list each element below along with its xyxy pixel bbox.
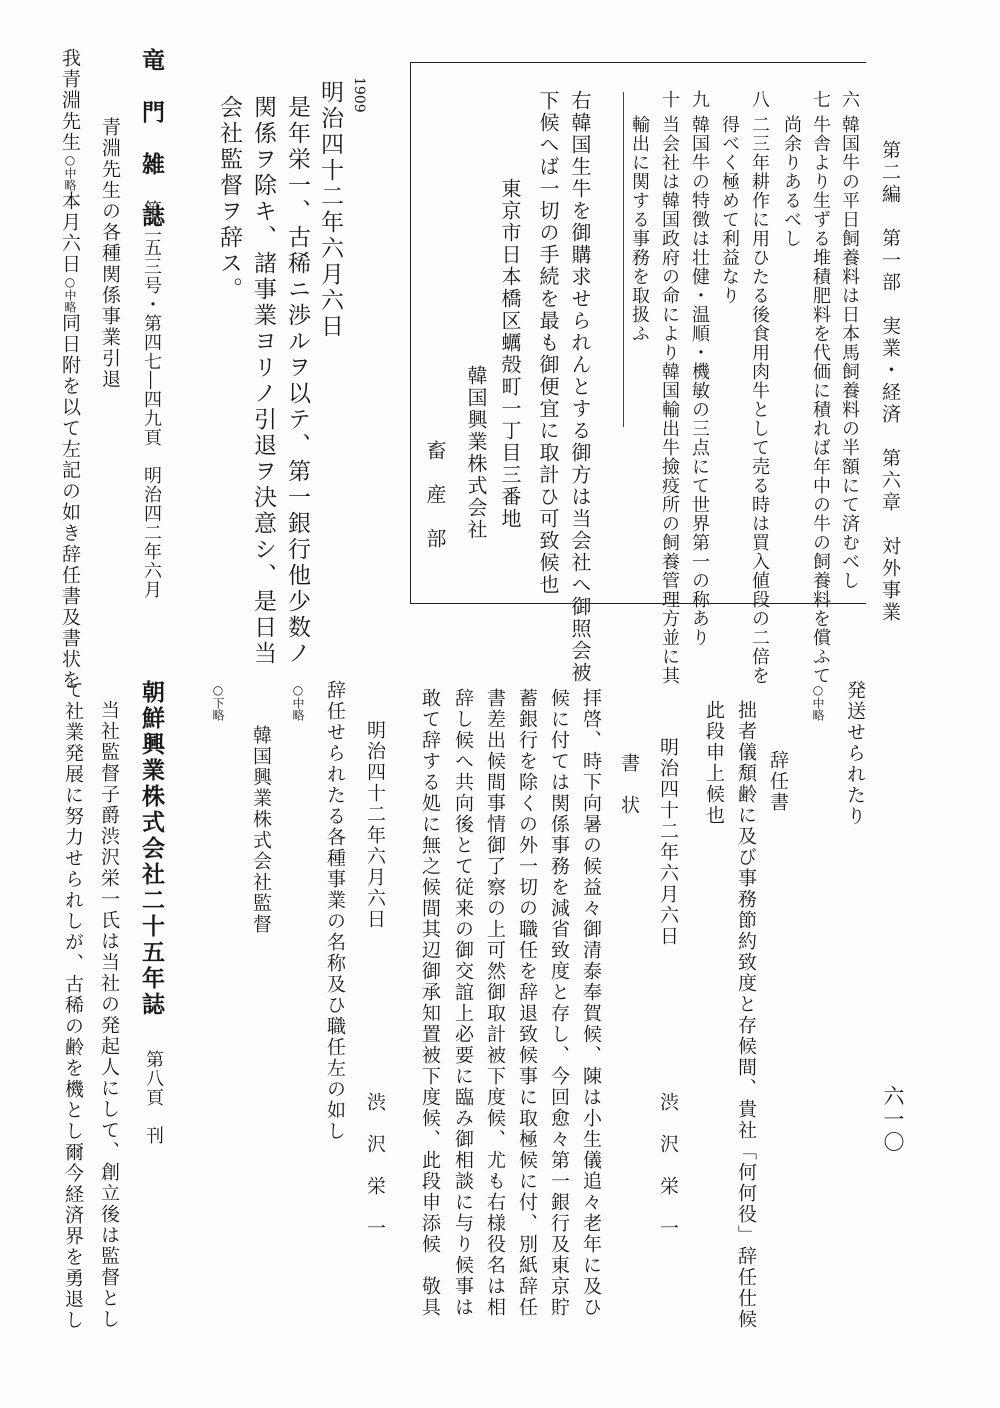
letter-date: 明治四十二年六月六日	[364, 720, 386, 930]
notice-text: 下候へば一切の手続を最も御便宜に取計ひ可致候也	[536, 90, 560, 596]
source-title: 朝鮮興業株式会社二十五年誌	[138, 680, 165, 1018]
item-number: 九	[689, 90, 710, 109]
list-item: 輸出に関する事務を取扱ふ	[629, 115, 650, 343]
letter-date: 明治四十二年六月六日	[657, 737, 679, 947]
year-note: 1909	[351, 77, 367, 113]
list-item: 二三年耕作に用ひたる後食用肉牛として売る時は買入値段の二倍を	[749, 115, 770, 685]
list-item: 尚余りあるべし	[781, 115, 802, 248]
date-heading: 明治四十二年六月六日	[317, 80, 343, 340]
list-item: 得べく極めて利益なり	[719, 115, 740, 305]
article-title: 青淵先生の各種関係事業引退	[99, 117, 121, 390]
letter-line: 辞し候へ共向後とて従来の御交誼上必要に臨み御相談に与り候事は	[452, 688, 474, 1318]
box-divider	[623, 92, 624, 427]
resignation-body: 拙者儀頽齢に及び事務節約致度と存候間、貴社「何何役」辞任仕候	[735, 700, 757, 1330]
addressee: 韓国興業株式会社監督	[250, 725, 272, 935]
resignation-close: 此段申上候也	[703, 700, 725, 826]
item-number: 六	[839, 90, 860, 109]
list-item: 韓国牛の特徴は壮健・温順・機敏の三点にて世界第一の称あり	[689, 115, 710, 647]
letter-line: 書差出候間事情御了察の上可然御取計被下度候、尤も右様役名は相	[484, 688, 506, 1318]
list-item: 韓国牛の平日飼養料は日本馬飼養料の半額にて済むべし	[839, 115, 860, 590]
resignation-title: 辞任書	[767, 750, 789, 813]
letter-title: 書 状	[618, 753, 640, 816]
body-text: 我青淵先生○中略本月六日○中略同日附を以て左記の如き辞任書及書状を	[59, 48, 81, 691]
signature: 渋 沢 栄 一	[657, 1092, 679, 1239]
company-name: 韓国興業株式会社	[464, 365, 488, 541]
body-text: て社業発展に努力せられしが、古稀の齢を機とし爾今経済界を勇退し	[62, 680, 84, 1331]
item-number: 七	[810, 90, 831, 109]
item-number: 八	[749, 90, 770, 109]
body-text: 是年栄一、古稀ニ渉ルヲ以テ、第一銀行他少数ノ	[284, 95, 310, 667]
omission-mark: ○下略	[211, 683, 225, 721]
notice-text: 右韓国生牛を御購求せられんとする御方は当会社へ御照会被	[568, 90, 592, 684]
omission-mark: ○中略	[811, 683, 825, 721]
signature: 渋 沢 栄 一	[364, 1092, 386, 1239]
letter-line: 候に付ては関係事務を減省致度と存し、今回愈々第一銀行及東京貯	[548, 688, 570, 1318]
source-title: 竜 門 雑 誌	[138, 48, 165, 230]
list-item: 当会社は韓国政府の命により韓国輸出牛撿疫所の飼養管理方並に其	[659, 115, 680, 685]
body-text: 関係ヲ除キ、諸事業ヨリノ引退ヲ決意シ、是日当	[250, 95, 276, 667]
page-number: 六一〇	[881, 1085, 905, 1154]
body-text: 会社監督ヲ辞ス。	[216, 95, 242, 303]
list-item: 牛舎より生ずる堆積肥料を代価に積れば年中の牛の飼養料を償ふて	[810, 115, 831, 685]
omission-mark: ○中略	[291, 683, 305, 721]
body-text: 当社監督子爵渋沢栄一氏は当社の発起人にして、創立後は監督とし	[98, 700, 120, 1330]
letter-line: 拝啓、時下向暑の候益々御清泰奉賀候、陳は小生儀追々老年に及ひ	[580, 688, 602, 1318]
item-number: 十	[659, 90, 680, 109]
letter-line: 蓄銀行を除くの外一切の職任を辞退致候事に取極候に付、別紙辞任	[516, 688, 538, 1318]
body-text: 辞任せられたる各種事業の名称及ひ職任左の如し	[324, 680, 346, 1142]
running-head: 第二編 第一部 実業・経済 第六章 対外事業	[879, 140, 901, 624]
source-reference: 第八頁 刊	[143, 1050, 164, 1145]
source-reference: 第二五三号・第四七―四九頁 明治四二年六月	[141, 200, 162, 599]
letter-line: 敢て辞する処に無之候間其辺御承知置被下度候、此段申添候 敬具	[419, 688, 441, 1318]
company-address: 東京市日本橋区蠣殻町一丁目三番地	[498, 178, 522, 530]
body-text: 発送せられたり	[844, 680, 866, 827]
department-name: 畜 産 部	[423, 440, 447, 550]
